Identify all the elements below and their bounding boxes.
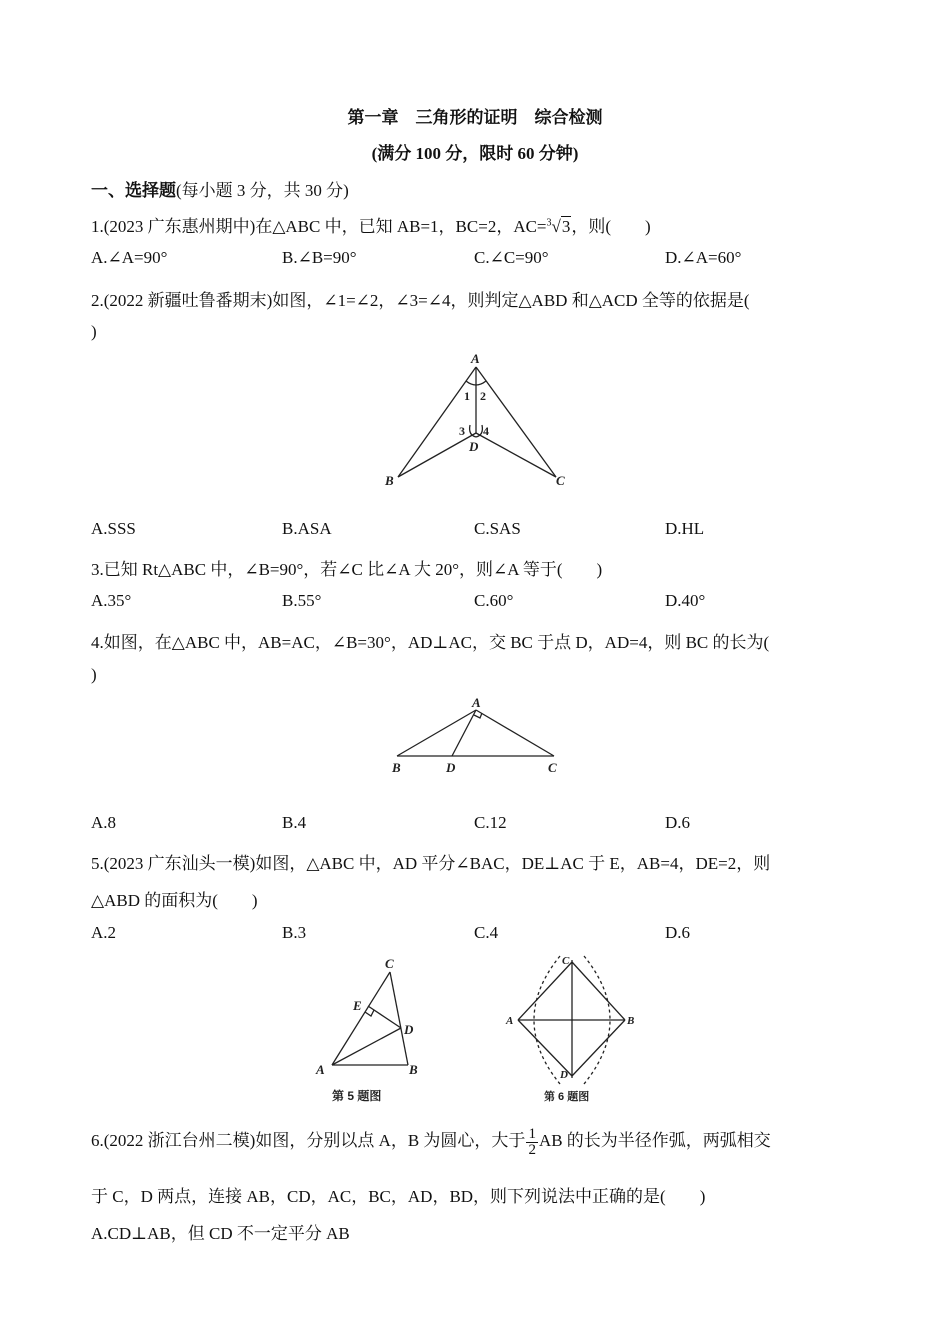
fig4-label-c: C xyxy=(548,760,557,775)
q5-text: 5.(2023 广东汕头一模)如图，△ABC 中，AD 平分∠BAC，DE⊥AC 于 E，AB=4，DE=2，则 xyxy=(91,854,771,873)
fraction-one-half xyxy=(526,1127,538,1158)
fig4-label-d: D xyxy=(446,760,456,775)
fig5-label-d: D xyxy=(404,1022,414,1037)
q3-option-a[interactable]: A.35° xyxy=(91,591,132,610)
q4-text: 4.如图，在△ABC 中，AB=AC，∠B=30°，AD⊥AC，交 BC 于点 D，AD=4，则 BC 的长为( xyxy=(91,633,770,652)
fig6-caption: 第 6 题图 xyxy=(544,1091,590,1103)
page-subtitle: (满分 100 分，限时 60 分钟) xyxy=(371,144,579,163)
q3-text: 3.已知 Rt△ABC 中，∠B=90°，若∠C 比∠A 大 20°，则∠A 等于( ) xyxy=(91,560,603,579)
fig2-label-b: B xyxy=(385,473,394,488)
q1-text: 1.(2023 广东惠州期中)在△ABC 中，已知 AB=1，BC=2，AC= xyxy=(91,217,547,236)
fraction-denominator: 2 xyxy=(528,1141,536,1158)
question-1 xyxy=(91,212,651,237)
fig5-label-e: E xyxy=(353,998,362,1013)
q3-option-d[interactable]: D.40° xyxy=(665,591,706,610)
fig2-angle-1: 1 xyxy=(464,389,470,403)
fig5-label-b: B xyxy=(409,1062,418,1077)
q5-text-cont: △ABD 的面积为( ) xyxy=(91,891,258,910)
fig2-angle-3: 3 xyxy=(459,424,465,438)
q4-text-cont: ) xyxy=(91,665,97,684)
q6-text-cont: 于 C，D 两点，连接 AB，CD，AC，BC，AD，BD，则下列说法中正确的是( ) xyxy=(91,1187,706,1206)
q5-option-b[interactable]: B.3 xyxy=(282,923,307,942)
fig2-angle-4: 4 xyxy=(483,424,489,438)
fig6-label-b: B xyxy=(627,1015,635,1027)
q1-option-a[interactable]: A.∠A=90° xyxy=(91,248,168,267)
q2-option-d[interactable]: D.HL xyxy=(665,519,705,538)
fig2-angle-2: 2 xyxy=(480,389,486,403)
root-index: 3 xyxy=(546,217,552,229)
fig5-label-a: A xyxy=(316,1062,325,1077)
q2-text: 2.(2022 新疆吐鲁番期末)如图，∠1=∠2，∠3=∠4，则判定△ABD 和△ACD 全等的依据是( xyxy=(91,291,750,310)
fraction-numerator: 1 xyxy=(528,1125,536,1142)
q6-option-a[interactable]: A.CD⊥AB，但 CD 不一定平分 AB xyxy=(91,1224,350,1243)
q2-option-b[interactable]: B.ASA xyxy=(282,519,332,538)
fig5-caption: 第 5 题图 xyxy=(332,1089,382,1103)
q5-option-a[interactable]: A.2 xyxy=(91,923,117,942)
q3-option-b[interactable]: B.55° xyxy=(282,591,322,610)
q1-option-c[interactable]: C.∠C=90° xyxy=(474,248,549,267)
fig5-label-c: C xyxy=(385,956,394,971)
q6-text-mid: AB 的长为半径作弧，两弧相交 xyxy=(538,1131,771,1150)
q5-option-d[interactable]: D.6 xyxy=(665,923,691,942)
q4-option-a[interactable]: A.8 xyxy=(91,813,117,832)
q2-text-cont: ) xyxy=(91,322,97,341)
fig6-label-c: C xyxy=(562,955,570,967)
fig4-label-a: A xyxy=(472,695,481,710)
fig2-label-a: A xyxy=(471,351,480,366)
fig4-label-b: B xyxy=(392,760,401,775)
fig6-label-d: D xyxy=(560,1069,568,1081)
q4-option-d[interactable]: D.6 xyxy=(665,813,691,832)
q4-figure xyxy=(380,692,570,777)
q1-text-end: ，则( ) xyxy=(571,217,651,236)
fig2-label-d: D xyxy=(469,439,479,454)
q6-text: 6.(2022 浙江台州二模)如图，分别以点 A，B 为圆心，大于 xyxy=(91,1131,526,1150)
q5-option-c[interactable]: C.4 xyxy=(474,923,499,942)
section-heading xyxy=(91,176,349,201)
q4-option-b[interactable]: B.4 xyxy=(282,813,307,832)
q2-figure xyxy=(370,345,580,495)
q5-figure xyxy=(305,950,440,1110)
page-title: 第一章 三角形的证明 综合检测 xyxy=(347,108,603,127)
q4-option-c[interactable]: C.12 xyxy=(474,813,507,832)
q2-option-c[interactable]: C.SAS xyxy=(474,519,521,538)
q6-figure xyxy=(500,950,650,1110)
q1-option-d[interactable]: D.∠A=60° xyxy=(665,248,742,267)
q3-option-c[interactable]: C.60° xyxy=(474,591,514,610)
q1-option-b[interactable]: B.∠B=90° xyxy=(282,248,357,267)
section-note: (每小题 3 分，共 30 分) xyxy=(176,181,349,200)
cube-root: $^3$√3 xyxy=(546,217,571,236)
root-value: 3 xyxy=(561,217,571,236)
q2-option-a[interactable]: A.SSS xyxy=(91,519,136,538)
fig2-label-c: C xyxy=(556,473,565,488)
fig6-label-a: A xyxy=(506,1015,514,1027)
question-6 xyxy=(91,1126,771,1158)
section-label: 一、选择题 xyxy=(91,181,176,200)
